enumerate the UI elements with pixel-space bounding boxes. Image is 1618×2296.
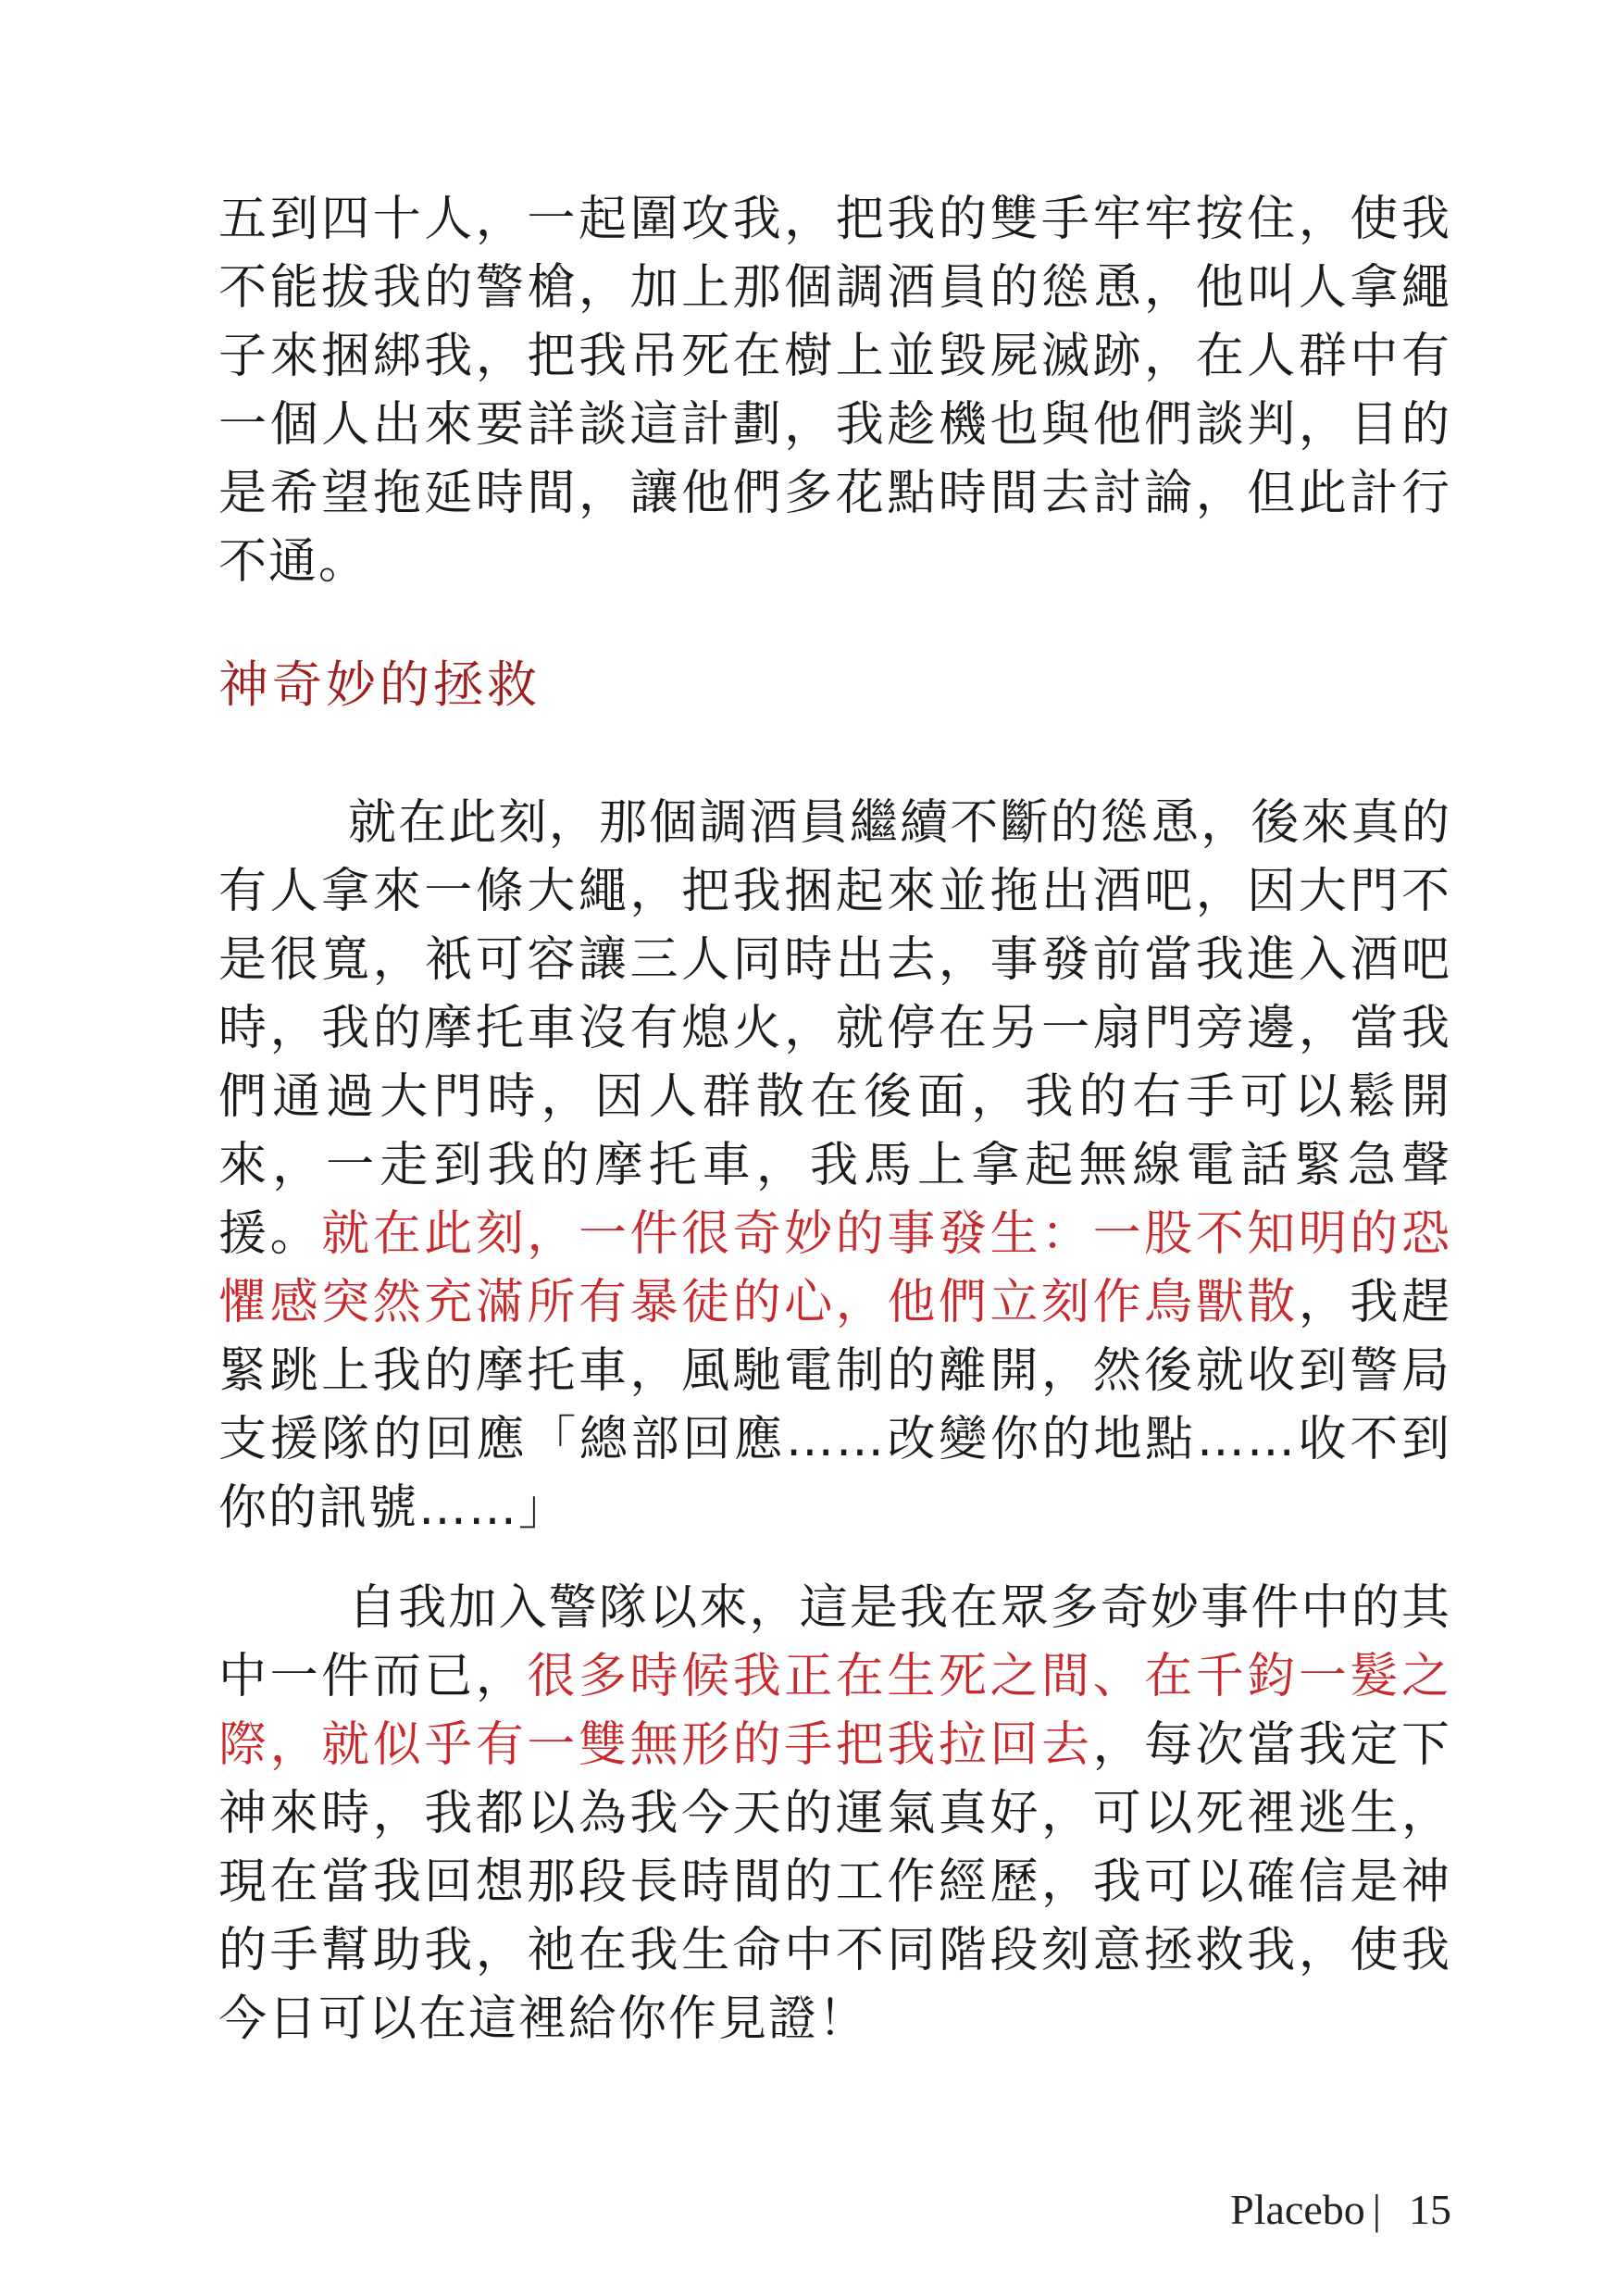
paragraph-2-highlight: 就在此刻，一件很奇妙的事發生：一股不知明的恐懼感突然充滿所有暴徒的心，他們立刻作鳥獸散 [218,1206,1451,1330]
page-number: 15 [1409,2186,1451,2233]
paragraph-1 [218,185,1451,596]
paragraph-1-text: 五到四十人，一起圍攻我，把我的雙手牢牢按住，使我不能拔我的警槍，加上那個調酒員的慫恿，他叫人拿繩子來捆綁我，把我吊死在樹上並毀屍滅跡，在人群中有一個人出來要詳談這計劃，我趁機也與他們談判，目的是希望拖延時間，讓他們多花點時間去討論，但此計行不通。 [218,192,1451,590]
paragraph-3-text-end: ，每次當我定下神來時，我都以為我今天的運氣真好，可以死裡逃生，現在當我回想那段長時間的工作經歷，我可以確信是神的手幫助我，祂在我生命中不同階段刻意拯救我，使我今日可以在這裡給你作見證！ [218,1717,1451,2047]
paragraph-2 [218,789,1451,1542]
paragraph-3-text-start: 自我加入警隊以來，這是我在眾多奇妙事件中的其中一件而已， [218,1580,1451,1704]
paragraph-3-highlight: 很多時候我正在生死之間、在千鈞一髮之際，就似乎有一雙無形的手把我拉回去 [218,1649,1451,1773]
publication-name: Placebo [1230,2186,1365,2233]
section-heading: 神奇妙的拯救 [218,655,541,714]
paragraph-2-text-start: 就在此刻，那個調酒員繼續不斷的慫恿，後來真的有人拿來一條大繩，把我捆起來並拖出酒吧，因大門不是很寬，衹可容讓三人同時出去，事發前當我進入酒吧時，我的摩托車沒有熄火，就停在另一扇門旁邊，當我們通過大門時，因人群散在後面，我的右手可以鬆開來，一走到我的摩托車，我馬上拿起無線電話緊急聲援。 [218,795,1451,1262]
page-footer [1230,2185,1451,2234]
paragraph-2-text-end: ，我趕緊跳上我的摩托車，風馳電制的離開，然後就收到警局支援隊的回應「總部回應……改變你的地點……收不到你的訊號……」 [218,1275,1451,1536]
paragraph-3 [218,1574,1451,2053]
footer-separator: | [1372,2186,1381,2233]
